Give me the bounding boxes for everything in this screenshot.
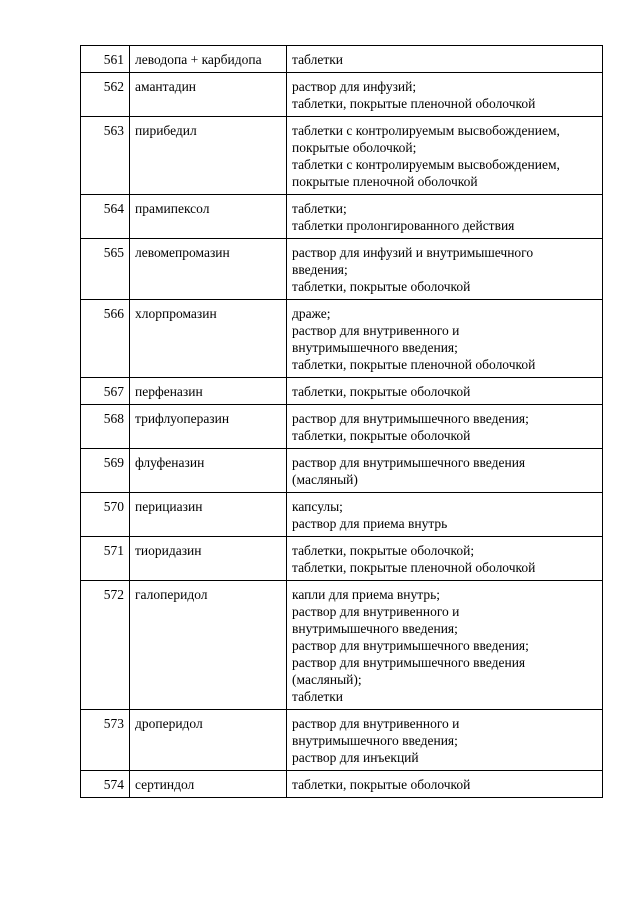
drug-name-cell: дроперидол xyxy=(130,710,287,771)
dosage-form-line: таблетки; xyxy=(292,201,347,216)
dosage-form-line: введения; xyxy=(292,262,348,277)
drug-name-cell: прамипексол xyxy=(130,195,287,239)
dosage-form-line: раствор для инфузий; xyxy=(292,79,417,94)
dosage-form-line: раствор для внутривенного и xyxy=(292,716,460,731)
row-number-cell: 569 xyxy=(81,449,130,493)
drug-name-cell: хлорпромазин xyxy=(130,300,287,378)
dosage-form-cell xyxy=(287,378,603,405)
drug-name-cell: леводопа + карбидопа xyxy=(130,46,287,73)
drug-name-cell: пирибедил xyxy=(130,117,287,195)
dosage-form-line: таблетки, покрытые пленочной оболочкой xyxy=(292,560,536,575)
dosage-form-cell xyxy=(287,537,603,581)
row-number-cell: 567 xyxy=(81,378,130,405)
drug-name-cell: амантадин xyxy=(130,73,287,117)
table-row xyxy=(81,771,603,798)
dosage-form-line: таблетки xyxy=(292,52,344,67)
dosage-form-cell xyxy=(287,581,603,710)
dosage-form-cell xyxy=(287,493,603,537)
dosage-form-cell xyxy=(287,405,603,449)
table-row xyxy=(81,378,603,405)
table-row xyxy=(81,493,603,537)
row-number-cell: 572 xyxy=(81,581,130,710)
dosage-form-line: раствор для внутримышечного введения xyxy=(292,655,526,670)
row-number-cell: 563 xyxy=(81,117,130,195)
drug-name-cell: сертиндол xyxy=(130,771,287,798)
dosage-form-line: таблетки, покрытые оболочкой xyxy=(292,384,471,399)
dosage-form-line: внутримышечного введения; xyxy=(292,621,458,636)
drug-name-cell: перициазин xyxy=(130,493,287,537)
dosage-form-line: таблетки с контролируемым высвобождением, xyxy=(292,123,560,138)
dosage-form-line: драже; xyxy=(292,306,331,321)
dosage-form-line: раствор для инъекций xyxy=(292,750,419,765)
dosage-form-line: капли для приема внутрь; xyxy=(292,587,440,602)
dosage-form-line: таблетки, покрытые оболочкой xyxy=(292,777,471,792)
table-row xyxy=(81,710,603,771)
drug-name-cell: галоперидол xyxy=(130,581,287,710)
table-row xyxy=(81,195,603,239)
table-row xyxy=(81,46,603,73)
table-row xyxy=(81,405,603,449)
dosage-form-line: раствор для внутримышечного введения; xyxy=(292,411,529,426)
dosage-form-cell xyxy=(287,449,603,493)
row-number-cell: 568 xyxy=(81,405,130,449)
dosage-form-line: таблетки, покрытые пленочной оболочкой xyxy=(292,357,536,372)
dosage-form-cell xyxy=(287,117,603,195)
dosage-form-line: таблетки с контролируемым высвобождением, xyxy=(292,157,560,172)
row-number-cell: 570 xyxy=(81,493,130,537)
dosage-form-cell xyxy=(287,300,603,378)
row-number-cell: 566 xyxy=(81,300,130,378)
row-number-cell: 571 xyxy=(81,537,130,581)
table-row xyxy=(81,537,603,581)
row-number-cell: 574 xyxy=(81,771,130,798)
table-row xyxy=(81,449,603,493)
dosage-form-line: покрытые оболочкой; xyxy=(292,140,417,155)
table-row xyxy=(81,239,603,300)
drug-name-cell: тиоридазин xyxy=(130,537,287,581)
dosage-form-line: капсулы; xyxy=(292,499,343,514)
dosage-form-cell xyxy=(287,73,603,117)
dosage-form-line: раствор для инфузий и внутримышечного xyxy=(292,245,534,260)
dosage-form-line: (масляный) xyxy=(292,472,358,487)
drug-name-cell: трифлуоперазин xyxy=(130,405,287,449)
dosage-form-line: внутримышечного введения; xyxy=(292,340,458,355)
row-number-cell: 573 xyxy=(81,710,130,771)
row-number-cell: 561 xyxy=(81,46,130,73)
drug-name-cell: флуфеназин xyxy=(130,449,287,493)
dosage-form-line: раствор для приема внутрь xyxy=(292,516,448,531)
drug-name-cell: перфеназин xyxy=(130,378,287,405)
drug-table xyxy=(80,45,603,798)
dosage-form-line: раствор для внутримышечного введения xyxy=(292,455,526,470)
table-row xyxy=(81,73,603,117)
dosage-form-line: таблетки пролонгированного действия xyxy=(292,218,515,233)
dosage-form-cell xyxy=(287,771,603,798)
dosage-form-line: раствор для внутривенного и xyxy=(292,604,460,619)
dosage-form-cell xyxy=(287,195,603,239)
dosage-form-cell xyxy=(287,710,603,771)
dosage-form-line: таблетки xyxy=(292,689,344,704)
table-body xyxy=(81,46,603,798)
dosage-form-cell xyxy=(287,46,603,73)
dosage-form-line: таблетки, покрытые пленочной оболочкой xyxy=(292,96,536,111)
dosage-form-line: таблетки, покрытые оболочкой; xyxy=(292,543,475,558)
dosage-form-line: (масляный); xyxy=(292,672,362,687)
dosage-form-line: раствор для внутривенного и xyxy=(292,323,460,338)
dosage-form-line: таблетки, покрытые оболочкой xyxy=(292,428,471,443)
dosage-form-cell xyxy=(287,239,603,300)
drug-name-cell: левомепромазин xyxy=(130,239,287,300)
dosage-form-line: таблетки, покрытые оболочкой xyxy=(292,279,471,294)
dosage-form-line: покрытые пленочной оболочкой xyxy=(292,174,478,189)
table-row xyxy=(81,300,603,378)
row-number-cell: 564 xyxy=(81,195,130,239)
dosage-form-line: раствор для внутримышечного введения; xyxy=(292,638,529,653)
row-number-cell: 565 xyxy=(81,239,130,300)
table-row xyxy=(81,117,603,195)
dosage-form-line: внутримышечного введения; xyxy=(292,733,458,748)
row-number-cell: 562 xyxy=(81,73,130,117)
table-row xyxy=(81,581,603,710)
